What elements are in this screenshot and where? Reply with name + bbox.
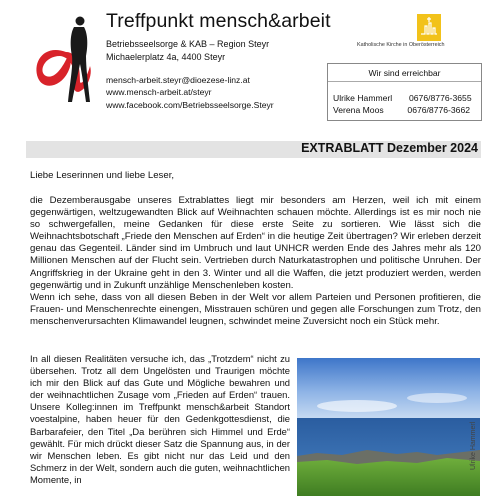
photo-credit: Ulrike Hammerl <box>470 421 477 470</box>
contact-box-heading: Wir sind erreichbar <box>368 68 441 78</box>
contact-box-divider <box>328 81 481 82</box>
coast-photo-image <box>297 358 480 496</box>
contact-row <box>333 105 470 115</box>
contact-phone[interactable]: 0676/8776-3662 <box>407 105 471 115</box>
organization-contacts <box>106 74 274 111</box>
contact-row <box>333 93 472 103</box>
contact-name: Ulrike Hammerl <box>333 93 393 103</box>
issue-banner <box>26 141 481 158</box>
email-link[interactable]: mensch-arbeit.steyr@dioezese-linz.at <box>106 75 250 85</box>
paragraph: die Dezemberausgabe unseres Extrablattes liegt mir besonders am Herzen, weil ich mit einem gegenwärtigen, weltzugewandten Blick auf Weihnachten schauen möchte. Allerdings ist es mir noch nie so schwergefallen, meine Gedanken für diese erste Seite zu sortieren. Wie lässt sich die Weihnachtsbotschaft „Friede den Menschen auf Erden“ in die heutige Zeit übertragen? Wir erleben derzeit genau das Gegenteil. Länder sind im Umbruch und laut UNHCR werden Ende des Jahres mehr als 120 Millionen Menschen auf der Flucht sein. Vertrieben durch Naturkatastrophen und politische Unruhen. Der Angriffskrieg in der Ukraine geht in den 3. Winter und all die Waffen, die jetzt produziert werden, werden gegenwärtig und in Zukunft unzählige Menschenleben kosten. <box>30 195 481 291</box>
church-cross-icon <box>417 14 441 41</box>
address-line: Betriebsseelsorge & KAB – Region Steyr <box>106 39 270 49</box>
church-name: Katholische Kirche in Oberösterreich <box>357 42 445 48</box>
column-paragraph: In all diesen Realitäten versuche ich, das „Trotzdem“ nicht zu übersehen. Trotz all dem Ungelösten und Traurigen möchte ich mir den Blick auf das Gute und Mögliche bewahren und der weihnachtlichen Zusage vom „Frieden auf Erden“ trauen. Unsere Kolleg:innen im Treffpunkt mensch&arbeit Standort voestalpine, haben heuer für den Gedenkgottesdienst, die Barbarafeier, den Titel „Da berühren sich Himmel und Erde“ gewählt. Für mich drückt dieser Satz die Spannung aus, in der wir Menschen leben. Es gibt nicht nur das Leid und den Schmerz in der Welt, sondern auch die guten, weihnachtlichen Momente, in <box>30 353 290 485</box>
contact-phone[interactable]: 0676/8776-3655 <box>409 93 472 103</box>
paragraph: Wenn ich sehe, dass von all diesen Beben in der Welt vor allem Parteien und Personen profitieren, die Frauen- und Menschenrechte einengen, Misstrauen schüren und gegen alle Forschungen zum Trotz, den menschenverursachten Klimawandel leugnen, schwindet meine Zuversicht noch ein Stück mehr. <box>30 291 481 327</box>
organization-title: Treffpunkt mensch&arbeit <box>106 10 331 32</box>
organization-logo <box>30 12 102 104</box>
intro-text <box>30 195 481 328</box>
greeting: Liebe Leserinnen und liebe Leser, <box>30 170 175 181</box>
church-logo <box>357 14 443 60</box>
facebook-link[interactable]: www.facebook.com/Betriebsseelsorge.Steyr <box>106 99 274 110</box>
church-logo-icon <box>417 14 441 41</box>
coast-photo <box>297 358 480 496</box>
issue-title: EXTRABLATT Dezember 2024 <box>301 141 478 155</box>
contact-name: Verena Moos <box>333 105 384 115</box>
website-link[interactable]: www.mensch-arbeit.at/steyr <box>106 87 212 98</box>
contact-box <box>327 63 482 121</box>
organization-address <box>106 38 269 63</box>
address-line: Michaelerplatz 4a, 4400 Steyr <box>106 51 226 62</box>
